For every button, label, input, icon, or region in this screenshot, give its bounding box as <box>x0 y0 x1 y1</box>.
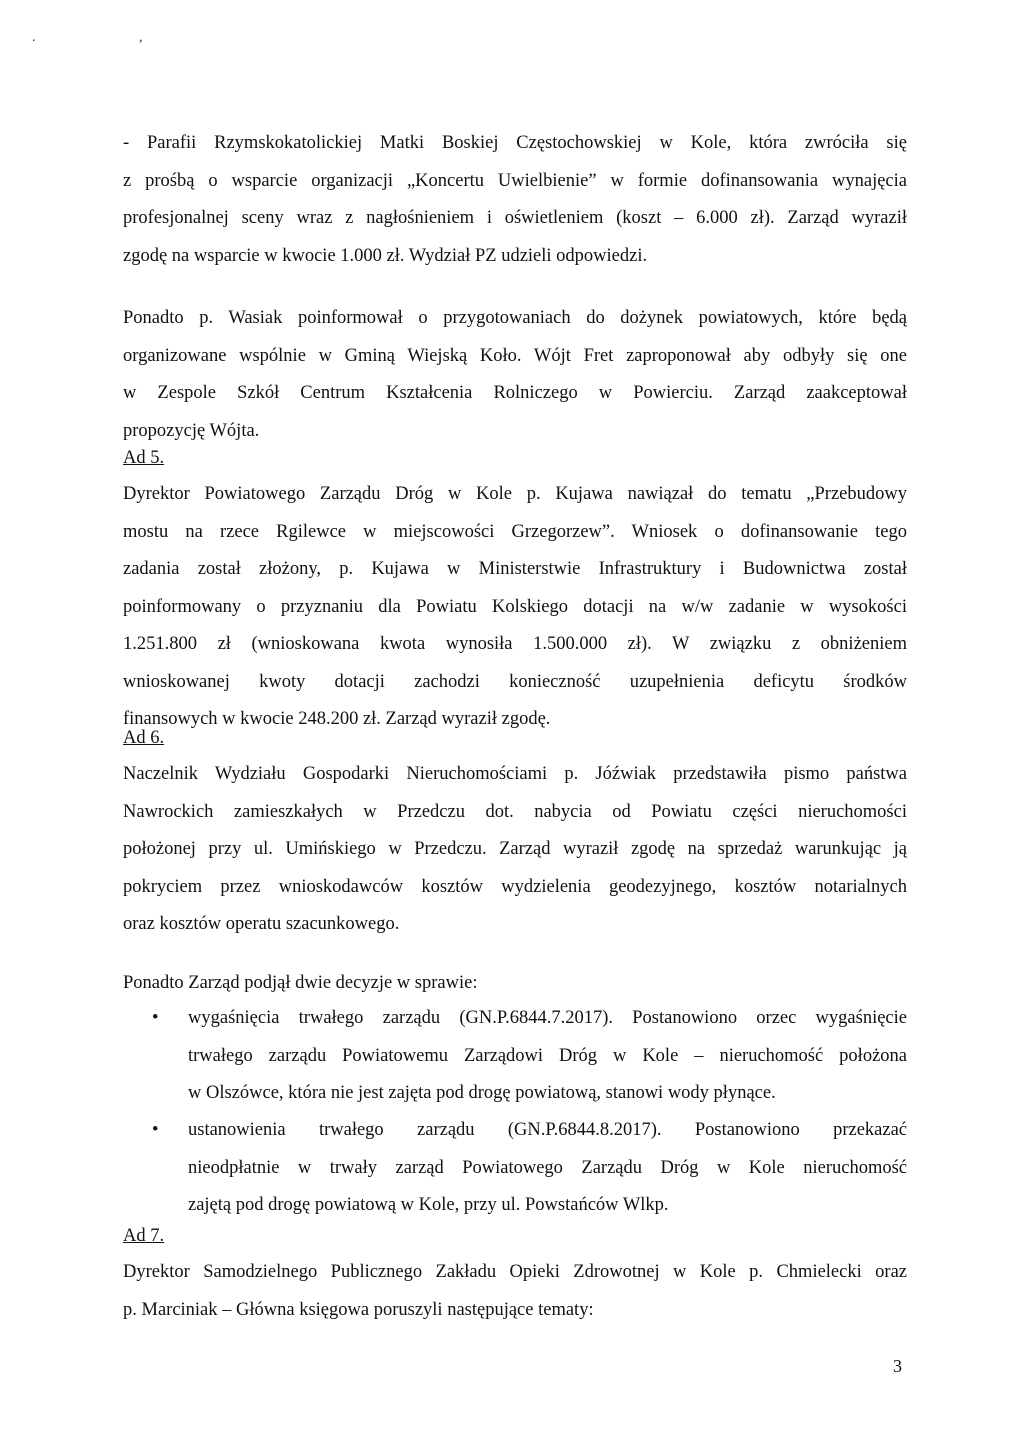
text-line: propozycję Wójta. <box>123 420 260 441</box>
ad6-heading <box>123 720 907 758</box>
text-line: ustanowienia trwałego zarządu (GN.P.6844.8.2017). Postanowiono przekazać <box>188 1120 907 1140</box>
text-line: Dyrektor Samodzielnego Publicznego Zakładu Opieki Zdrowotnej w Kole p. Chmielecki oraz <box>123 1262 907 1282</box>
paragraph-healthcare <box>123 1254 907 1329</box>
text-line: mostu na rzece Rgilewce w miejscowości Grzegorzew”. Wniosek o dofinansowanie tego <box>123 521 907 542</box>
text-line: wygaśnięcia trwałego zarządu (GN.P.6844.7.2017). Postanowiono orzec wygaśnięcie <box>188 1008 907 1028</box>
text-line: z prośbą o wsparcie organizacji „Koncertu Uwielbienie” w formie dofinansowania wynajęcia <box>123 170 907 191</box>
bullet-icon: • <box>152 1008 159 1028</box>
bullet-item-establishment <box>152 1112 907 1227</box>
text-line: nieodpłatnie w trwały zarząd Powiatowego Zarządu Dróg w Kole nieruchomość <box>188 1157 907 1178</box>
bullet-icon: • <box>152 1120 159 1140</box>
text-line: zadania został złożony, p. Kujawa w Ministerstwie Infrastruktury i Budownictwa został <box>123 559 907 579</box>
text-line: oraz kosztów operatu szacunkowego. <box>123 914 400 934</box>
text-line: trwałego zarządu Powiatowemu Zarządowi Dróg w Kole – nieruchomość położona <box>188 1045 907 1066</box>
scan-marks: . , <box>32 30 193 45</box>
text-line: p. Marciniak – Główna księgowa poruszyli następujące tematy: <box>123 1299 594 1320</box>
ad7-heading <box>123 1218 907 1256</box>
section-heading: Ad 6. <box>123 728 165 748</box>
page-number: 3 <box>893 1356 902 1376</box>
text-line: - Parafii Rzymskokatolickiej Matki Boskiej Częstochowskiej w Kole, która zwróciła się <box>123 133 907 153</box>
text-line: organizowane wspólnie w Gminą Wiejską Koło. Wójt Fret zaproponował aby odbyły się one <box>123 345 907 366</box>
text-line: wnioskowanej kwoty dotacji zachodzi konieczność uzupełnienia deficytu środków <box>123 671 907 692</box>
text-line: finansowych w kwocie 248.200 zł. Zarząd wyraził zgodę. <box>123 709 551 729</box>
text-line: pokryciem przez wnioskodawców kosztów wydzielenia geodezyjnego, kosztów notarialnych <box>123 876 907 897</box>
section-heading: Ad 7. <box>123 1226 165 1246</box>
text-line: Ponadto p. Wasiak poinformował o przygotowaniach do dożynek powiatowych, które będą <box>123 308 907 328</box>
bullet-item-expiry <box>152 1000 907 1115</box>
text-line: zajętą pod drogę powiatową w Kole, przy ul. Powstańców Wlkp. <box>188 1195 669 1215</box>
text-line: poinformowany o przyznaniu dla Powiatu Kolskiego dotacji na w/w zadanie w wysokości <box>123 596 907 617</box>
text-line: Ponadto Zarząd podjął dwie decyzje w sprawie: <box>123 973 478 993</box>
text-line: w Zespole Szkół Centrum Kształcenia Rolniczego w Powierciu. Zarząd zaakceptował <box>123 383 907 403</box>
text-line: Naczelnik Wydziału Gospodarki Nieruchomościami p. Jóźwiak przedstawiła pismo państwa <box>123 764 907 784</box>
paragraph-bridge <box>123 476 907 739</box>
text-line: profesjonalnej sceny wraz z nagłośnieniem i oświetleniem (koszt – 6.000 zł). Zarząd wyraził <box>123 208 907 228</box>
text-line: Dyrektor Powiatowego Zarządu Dróg w Kole p. Kujawa nawiązał do tematu „Przebudowy <box>123 484 907 504</box>
text-line: zgodę na wsparcie w kwocie 1.000 zł. Wydział PZ udzieli odpowiedzi. <box>123 245 648 266</box>
paragraph-parish <box>123 125 907 275</box>
text-line: Nawrockich zamieszkałych w Przedczu dot. nabycia od Powiatu części nieruchomości <box>123 801 907 822</box>
text-line: w Olszówce, która nie jest zajęta pod drogę powiatową, stanowi wody płynące. <box>188 1083 776 1103</box>
text-line: położonej przy ul. Umińskiego w Przedczu. Zarząd wyraził zgodę na sprzedaż warunkując ją <box>123 839 907 859</box>
section-heading: Ad 5. <box>123 448 165 468</box>
ad5-heading <box>123 440 907 478</box>
text-line: 1.251.800 zł (wnioskowana kwota wynosiła 1.500.000 zł). W związku z obniżeniem <box>123 634 907 654</box>
paragraph-decisions-intro <box>123 965 907 1003</box>
paragraph-real-estate <box>123 756 907 944</box>
paragraph-harvest-festival <box>123 300 907 450</box>
